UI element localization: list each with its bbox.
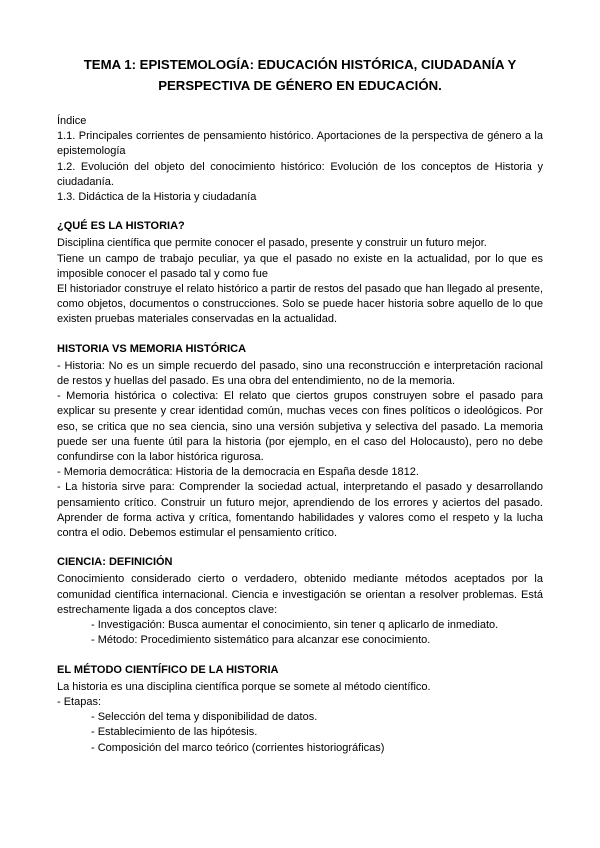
list-item: - Método: Procedimiento sistemático para alcanzar ese conocimiento. [91,634,431,647]
list-item: - Investigación: Busca aumentar el conocimiento, sin tener q aplicarlo de inmediato. [91,619,499,632]
section-heading: HISTORIA VS MEMORIA HISTÓRICA [57,342,247,355]
document-page [57,54,543,756]
paragraph: - Etapas: [57,695,102,708]
section-heading: CIENCIA: DEFINICIÓN [57,556,173,569]
list-item: - Establecimiento de las hipótesis. [91,726,258,739]
paragraph: - Memoria democrática: Historia de la democracia en España desde 1812. [57,466,419,479]
paragraph: - La historia sirve para: Comprender la sociedad actual, interpretando el pasado y desarrollando pensamiento crítico. Construir un futuro mejor, aprendiendo de los errores y aciertos del pasado. Aprender de forma activa y crítica, fomentando habilidades y valores como el respeto y la lucha contra el odio. Debemos estimular el pensamiento crítico. [57,481,543,540]
section-metodo-cientifico [57,663,543,756]
index-section [57,114,543,205]
index-label: Índice [57,115,87,127]
list-item: - Selección del tema y disponibilidad de datos. [91,711,318,724]
section-que-es-la-historia [57,219,543,327]
list-item: - Composición del marco teórico (corrientes historiográficas) [91,741,385,754]
paragraph: Disciplina científica que permite conocer el pasado, presente y construir un futuro mejor. [57,237,487,250]
section-heading: EL MÉTODO CIENTÍFICO DE LA HISTORIA [57,663,279,676]
paragraph: Tiene un campo de trabajo peculiar, ya que el pasado no existe en la actualidad, por lo que es imposible conocer el pasado tal y como fue [57,252,543,280]
document-title [57,54,543,96]
section-ciencia-definicion [57,555,543,648]
index-item-2: 1.2. Evolución del objeto del conocimiento histórico: Evolución de los conceptos de Historia y ciudadanía. [57,160,543,188]
index-item-3: 1.3. Didáctica de la Historia y ciudadanía [57,191,257,204]
title-line-2: PERSPECTIVA DE GÉNERO EN EDUCACIÓN. [158,78,442,93]
paragraph: El historiador construye el relato histórico a partir de restos del pasado que han llegado al presente, como objetos, documentos o construcciones. Solo se puede hacer historia sobre aquello de lo que existen pruebas materiales conservadas en la actualidad. [57,283,543,326]
paragraph: - Historia: No es un simple recuerdo del pasado, sino una reconstrucción e interpretación racional de restos y huellas del pasado. Es una obra del entendimiento, no de la memoria. [57,359,543,388]
paragraph: - Memoria histórica o colectiva: El relato que ciertos grupos construyen sobre el pasado para explicar su presente y crear identidad común, muchas veces con fines políticos o ideológicos. Por eso, se critica que no sea ciencia, sino una versión subjetiva y selectiva del pasado. La memoria puede ser una fuente útil para la historia (por ejemplo, en el caso del Holocausto), pero no debe confundirse con la labor histórica rigurosa. [57,390,543,464]
section-historia-vs-memoria [57,342,543,542]
paragraph: La historia es una disciplina científica porque se somete al método científico. [57,680,431,693]
section-heading: ¿QUÉ ES LA HISTORIA? [57,220,185,233]
title-line-1: TEMA 1: EPISTEMOLOGÍA: EDUCACIÓN HISTÓRICA, CIUDADANÍA Y [83,57,517,72]
paragraph: Conocimiento considerado cierto o verdadero, obtenido mediante métodos aceptados por la comunidad científica internacional. Ciencia e investigación se orientan a resolver problemas. Está estrechamente ligada a dos conceptos clave: [57,573,543,616]
index-item-1: 1.1. Principales corrientes de pensamiento histórico. Aportaciones de la perspectiva de género a la epistemología [57,130,543,158]
